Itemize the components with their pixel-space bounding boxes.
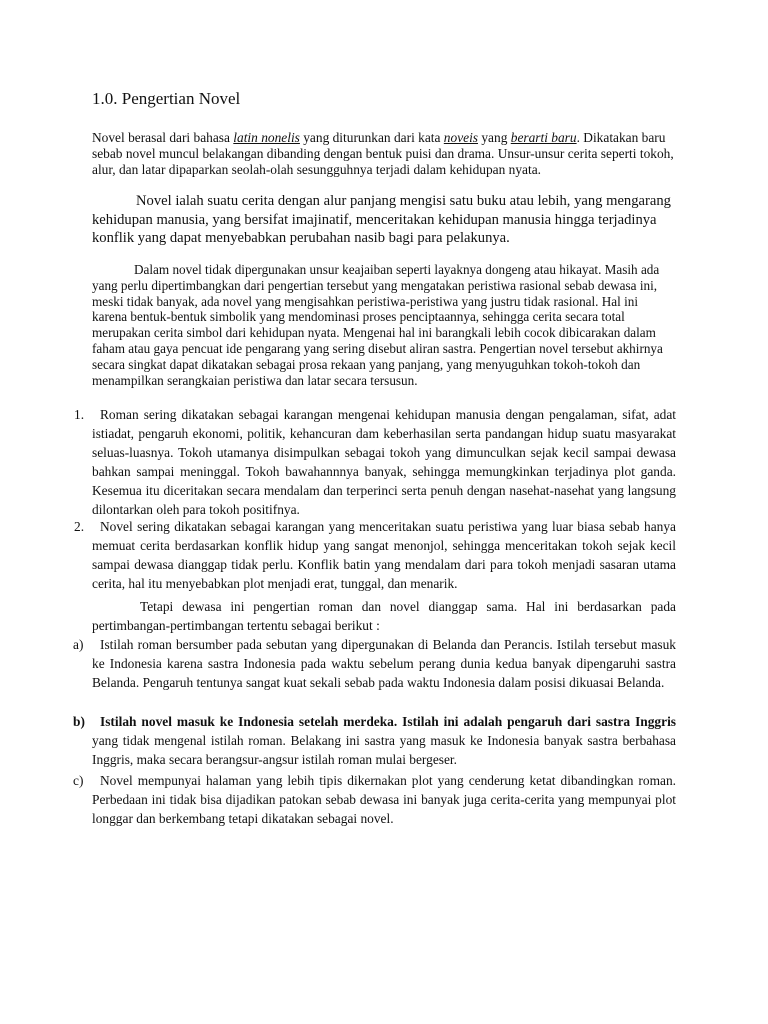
list-number: 2. [74,519,85,534]
list-number: 1. [74,407,85,422]
text-run: yang diturunkan dari kata [299,130,444,145]
paragraph-explanation: Dalam novel tidak dipergunakan unsur keajaiban seperti layaknya dongeng atau hikayat. Masih ada yang perlu dipertimbangkan dari pengertian tersebut yang mengatakan peristiwa rasional sebab dewasa ini, meski tidak banyak, ada novel yang mengisahkan peristiwa-peristiwa yang justru tidak rasional. Hal ini karena bentuk-bentuk simbolik yang mendominasi proses penciptaannya, sehingga cerita secara total merupakan cerita simbol dari kehidupan nyata. Mengenai hal ini barangkali lebih cocok dibicarakan dalam faham atau gaya pencuat ide pengarang yang sering disebut aliran sastra. Pengertian novel tersebut akhirnya secara singkat dapat dikatakan sebagai prosa rekaan yang panjang, yang menyuguhkan tokoh-tokoh dan menampilkan serangkaian peristiwa dan latar secara tersusun. [92,262,663,388]
point-bold-text: Istilah novel masuk ke Indonesia setelah merdeka. Istilah ini adalah pengaruh dari sastra Inggris [100,714,676,729]
paragraph-definition: Novel ialah suatu cerita dengan alur panjang mengisi satu buku atau lebih, yang mengarang kehidupan manusia, yang bersifat imajinatif, menceritakan kehidupan manusia hingga terjadinya konflik yang dapat menyebabkan perubahan nasib bagi para pelakunya. [92,193,671,247]
list-item-text: Novel sering dikatakan sebagai karangan yang menceritakan suatu peristiwa yang luar biasa sebab hanya memuat cerita berdasarkan konflik hidup yang sangat menonjol, sehingga menceritakan tokoh sejak kecil sampai dewasa dianggap tidak perlu. Konflik batin yang mendalam dari para tokoh menjadi sasaran utama cerita, hal itu menyebabkan plot menjadi erat, tunggal, dan menarik. [92,519,676,591]
paragraph-etymology [92,130,676,177]
text-run: Novel berasal dari bahasa [92,130,234,145]
paragraph-intro: Tetapi dewasa ini pengertian roman dan novel dianggap sama. Hal ini berdasarkan pada pertimbangan-pertimbangan tertentu sebagai berikut : [92,599,676,633]
point-text: yang tidak mengenal istilah roman. Belakang ini sastra yang masuk ke Indonesia banyak sastra berbahasa Inggris, maka secara berangsur-angsur istilah roman mulai bergeser. [92,733,676,767]
point-label: b) [73,714,85,729]
list-item-text: Roman sering dikatakan sebagai karangan mengenai kehidupan manusia dengan pengalaman, sifat, adat istiadat, pengaruh ekonomi, politik, kehancuran dam keberhasilan serta pandangan hidup suatu masyarakat seluas-luasnya. Tokoh utamanya disimpulkan sebagai tokoh yang dimunculkan sejak kecil sampai dewasa bahkan sampai meninggal. Tokoh bawahannnya banyak, sehingga memungkinkan terjadinya plot ganda. Kesemua itu diceritakan secara mendalam dan terperinci serta penuh dengan nasehat-nasehat yang langsung dilontarkan oleh para tokoh positifnya. [92,407,676,517]
text-run: yang [478,130,511,145]
list-item [74,405,676,519]
point-label: c) [73,773,84,788]
text-run: . Dikatakan baru sebab novel muncul belakangan dibanding dengan bentuk puisi dan drama. Unsur-unsur cerita seperti tokoh, alur, dan latar dipaparkan seolah-olah sesungguhnya terjadi dalam kehidupan nyata. [92,130,674,177]
point-text: Novel mempunyai halaman yang lebih tipis dikernakan plot yang cenderung ketat dibandingkan roman. Perbedaan ini tidak bisa dijadikan patokan sebab dewasa ini banyak juga cerita-cerita yang mempunyai plot longgar dan berkembang tetapi dikatakan sebagai novel. [92,773,676,826]
underlined-term: berarti baru [510,130,577,145]
point-b [73,712,676,769]
point-label: a) [73,637,84,652]
point-a [73,635,676,692]
point-c [73,771,676,828]
underlined-term: noveis [443,130,479,145]
section-heading: 1.0. Pengertian Novel [92,89,241,108]
underlined-term: latin nonelis [233,130,300,145]
list-item [74,517,676,593]
point-text: Istilah roman bersumber pada sebutan yang dipergunakan di Belanda dan Perancis. Istilah tersebut masuk ke Indonesia karena sastra Indonesia pada waktu sebelum perang dunia kedua banyak dipengaruhi sastra Belanda. Pengaruh tentunya sangat kuat sekali sebab pada waktu Indonesia dalam posisi dikuasai Belanda. [92,637,676,690]
